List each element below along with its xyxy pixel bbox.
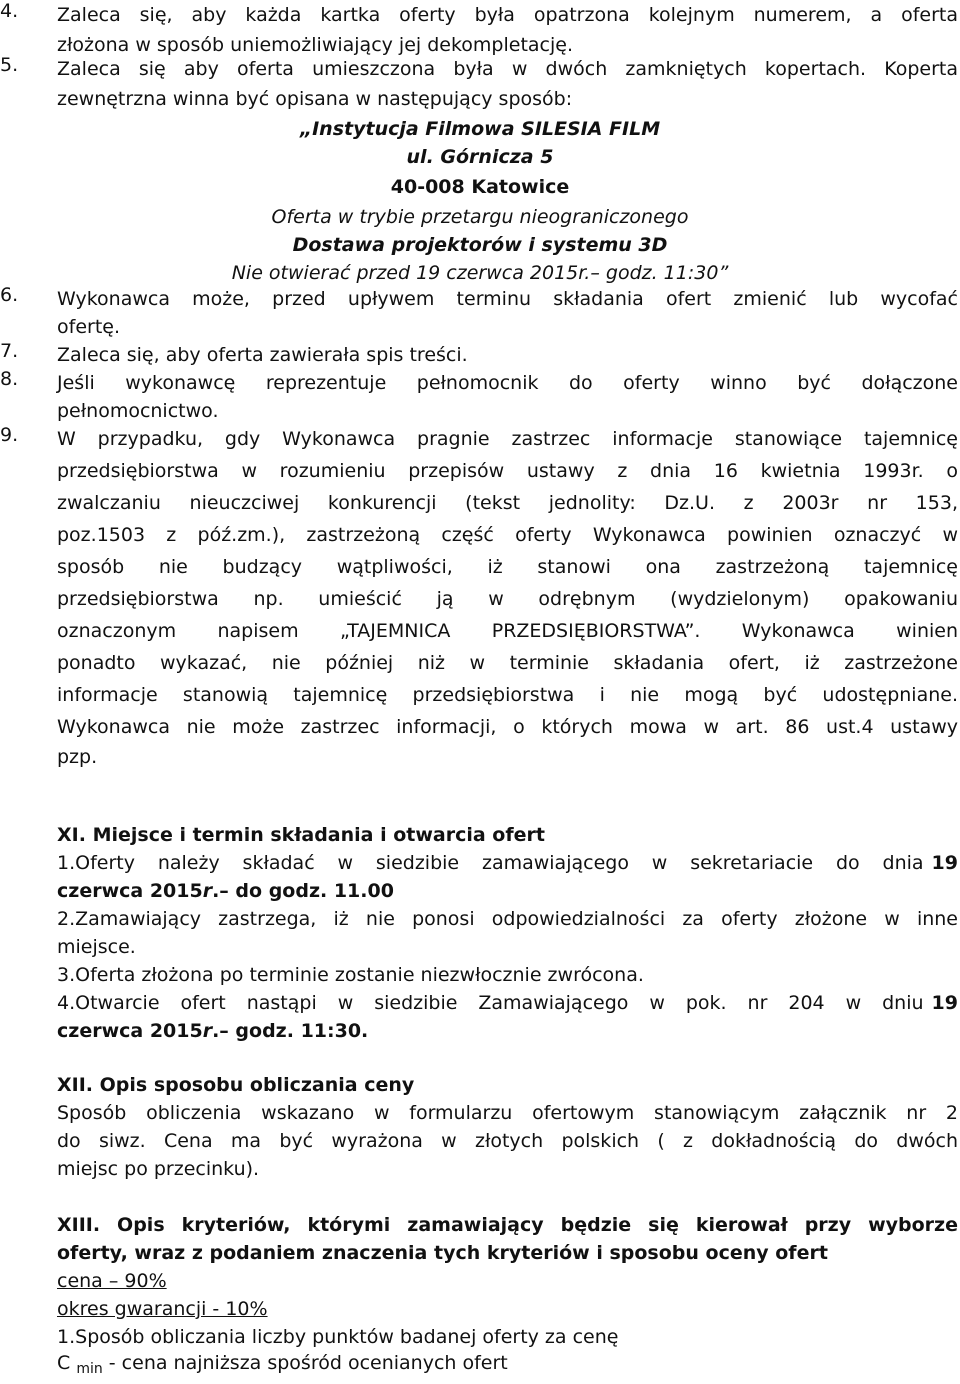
section-xi-item-4-time: .– godz. 11:30. (212, 1020, 369, 1042)
item-6-line-1: Wykonawca może, przed upływem terminu składania ofert zmienić lub wycofać (57, 288, 958, 310)
section-xi-item-1-year-suffix: r (202, 880, 213, 902)
item-number-4: 4. (0, 0, 19, 22)
item-9-line-4: poz.1503 z póź.zm.), zastrzeżoną część oferty Wykonawca powinien oznaczyć w (57, 524, 958, 546)
item-4-line-2: złożona w sposób uniemożliwiający jej dekompletację. (57, 34, 574, 56)
criterion-warranty (57, 1294, 958, 1324)
item-6-line-2: ofertę. (57, 316, 120, 338)
envelope-line-1: „Instytucja Filmowa SILESIA FILM (299, 118, 661, 140)
item-7-line-1: Zaleca się, aby oferta zawierała spis treści. (57, 344, 468, 366)
section-xiii-heading-line-1: XIII. Opis kryteriów, którymi zamawiający będzie się kierował przy wyborze (57, 1214, 958, 1236)
section-xi-item-4-day: 19 (931, 992, 958, 1014)
criterion-price-text: cena – 90% (57, 1270, 167, 1292)
item-9-line-1: W przypadku, gdy Wykonawca pragnie zastrzec informacje stanowiące tajemnicę (57, 428, 958, 450)
section-xi-item-4-text: 4.Otwarcie ofert nastąpi w siedzibie Zamawiającego w pok. nr 204 w dniu (57, 992, 924, 1014)
section-xi-heading (57, 820, 958, 850)
envelope-line-3: 40-008 Katowice (390, 176, 570, 198)
section-xi-item-1-day: 19 (931, 852, 958, 874)
item-number-9: 9. (0, 424, 19, 446)
item-9-line-2: przedsiębiorstwa w rozumieniu przepisów ustawy z dnia 16 kwietnia 1993r. o (57, 460, 958, 482)
section-xi-item-4-line-2 (57, 1016, 958, 1046)
cmin-subscript: min (76, 1361, 103, 1377)
item-9-line-7: oznaczonym napisem „TAJEMNICA PRZEDSIĘBIORSTWA”. Wykonawca winien (57, 620, 958, 642)
section-xi-item-1-time: .– do godz. 11.00 (212, 880, 394, 902)
envelope-line-6: Nie otwierać przed 19 czerwca 2015r.– godz. 11:30” (231, 262, 729, 284)
section-xii-line-3: miejsc po przecinku). (57, 1158, 260, 1180)
section-xi-item-2-line-1: 2.Zamawiający zastrzega, iż nie ponosi odpowiedzialności za oferty złożone w inne (57, 908, 958, 930)
item-5-line-1: Zaleca się aby oferta umieszczona była w dwóch zamkniętych kopertach. Koperta (57, 58, 958, 80)
envelope-line-2: ul. Górnicza 5 (406, 146, 554, 168)
item-9-line-8: ponadto wykazać, nie później niż w terminie składania ofert, iż zastrzeżone (57, 652, 958, 674)
section-xiii-line-1: 1.Sposób obliczania liczby punktów badanej oferty za cenę (57, 1326, 619, 1348)
item-5-line-2: zewnętrzna winna być opisana w następujący sposób: (57, 88, 573, 110)
section-xi-title: Miejsce i termin składania i otwarcia ofert (92, 824, 545, 846)
section-xi-item-2-line-2: miejsce. (57, 936, 136, 958)
section-xi-item-4-year-suffix: r (202, 1020, 213, 1042)
cmin-description: - cena najniższa spośród ocenianych ofert (108, 1352, 508, 1374)
item-9-line-11: pzp. (57, 746, 98, 768)
section-xi-item-4-date: czerwca 2015 (57, 1020, 203, 1042)
section-xii-line-2: do siwz. Cena ma być wyrażona w złotych polskich ( z dokładnością do dwóch (57, 1130, 958, 1152)
item-9-line-6: przedsiębiorstwa np. umieścić ją w odrębnym (wydzielonym) opakowaniu (57, 588, 958, 610)
section-xii-number: XII. (57, 1074, 94, 1096)
item-9-line-5: sposób nie budzący wątpliwości, iż stanowi ona zastrzeżoną tajemnicę (57, 556, 958, 578)
item-8-line-1: Jeśli wykonawcę reprezentuje pełnomocnik do oferty winno być dołączone (57, 372, 958, 394)
item-number-8: 8. (0, 368, 19, 390)
item-9-line-9: informacje stanowią tajemnicę przedsiębiorstwa i nie mogą być udostępniane. (57, 684, 958, 706)
envelope-line-5: Dostawa projektorów i systemu 3D (292, 234, 668, 256)
item-9-line-10: Wykonawca nie może zastrzec informacji, o których mowa w art. 86 ust.4 ustawy (57, 716, 958, 738)
section-xiii-heading-line-2: oferty, wraz z podaniem znaczenia tych kryteriów i sposobu oceny ofert (57, 1242, 828, 1264)
item-8-line-2: pełnomocnictwo. (57, 400, 219, 422)
item-number-7: 7. (0, 340, 19, 362)
item-number-5: 5. (0, 54, 19, 76)
section-xii-heading (57, 1070, 958, 1100)
section-xii-title: Opis sposobu obliczania ceny (99, 1074, 415, 1096)
item-number-6: 6. (0, 284, 19, 306)
cmin-symbol: C (57, 1352, 71, 1374)
section-xi-item-1-text: 1.Oferty należy składać w siedzibie zamawiającego w sekretariacie do dnia (57, 852, 924, 874)
criterion-warranty-text: okres gwarancji - 10% (57, 1298, 268, 1320)
section-xiii-line-2 (57, 1348, 958, 1378)
section-xi-item-1-date: czerwca 2015 (57, 880, 203, 902)
section-xi-item-1-line-2 (57, 876, 958, 906)
criterion-price (57, 1266, 958, 1296)
section-xii-line-1: Sposób obliczenia wskazano w formularzu ofertowym stanowiącym załącznik nr 2 (57, 1102, 958, 1124)
section-xi-item-1-line-1 (57, 848, 958, 878)
section-xi-number: XI. (57, 824, 86, 846)
item-9-line-3: zwalczaniu nieuczciwej konkurencji (tekst jednolity: Dz.U. z 2003r nr 153, (57, 492, 958, 514)
envelope-line-4: Oferta w trybie przetargu nieograniczonego (271, 206, 689, 228)
section-xi-item-3-line-1: 3.Oferta złożona po terminie zostanie niezwłocznie zwrócona. (57, 964, 644, 986)
item-4-line-1: Zaleca się, aby każda kartka oferty była opatrzona kolejnym numerem, a oferta (57, 4, 958, 26)
section-xi-item-4-line-1 (57, 988, 958, 1018)
